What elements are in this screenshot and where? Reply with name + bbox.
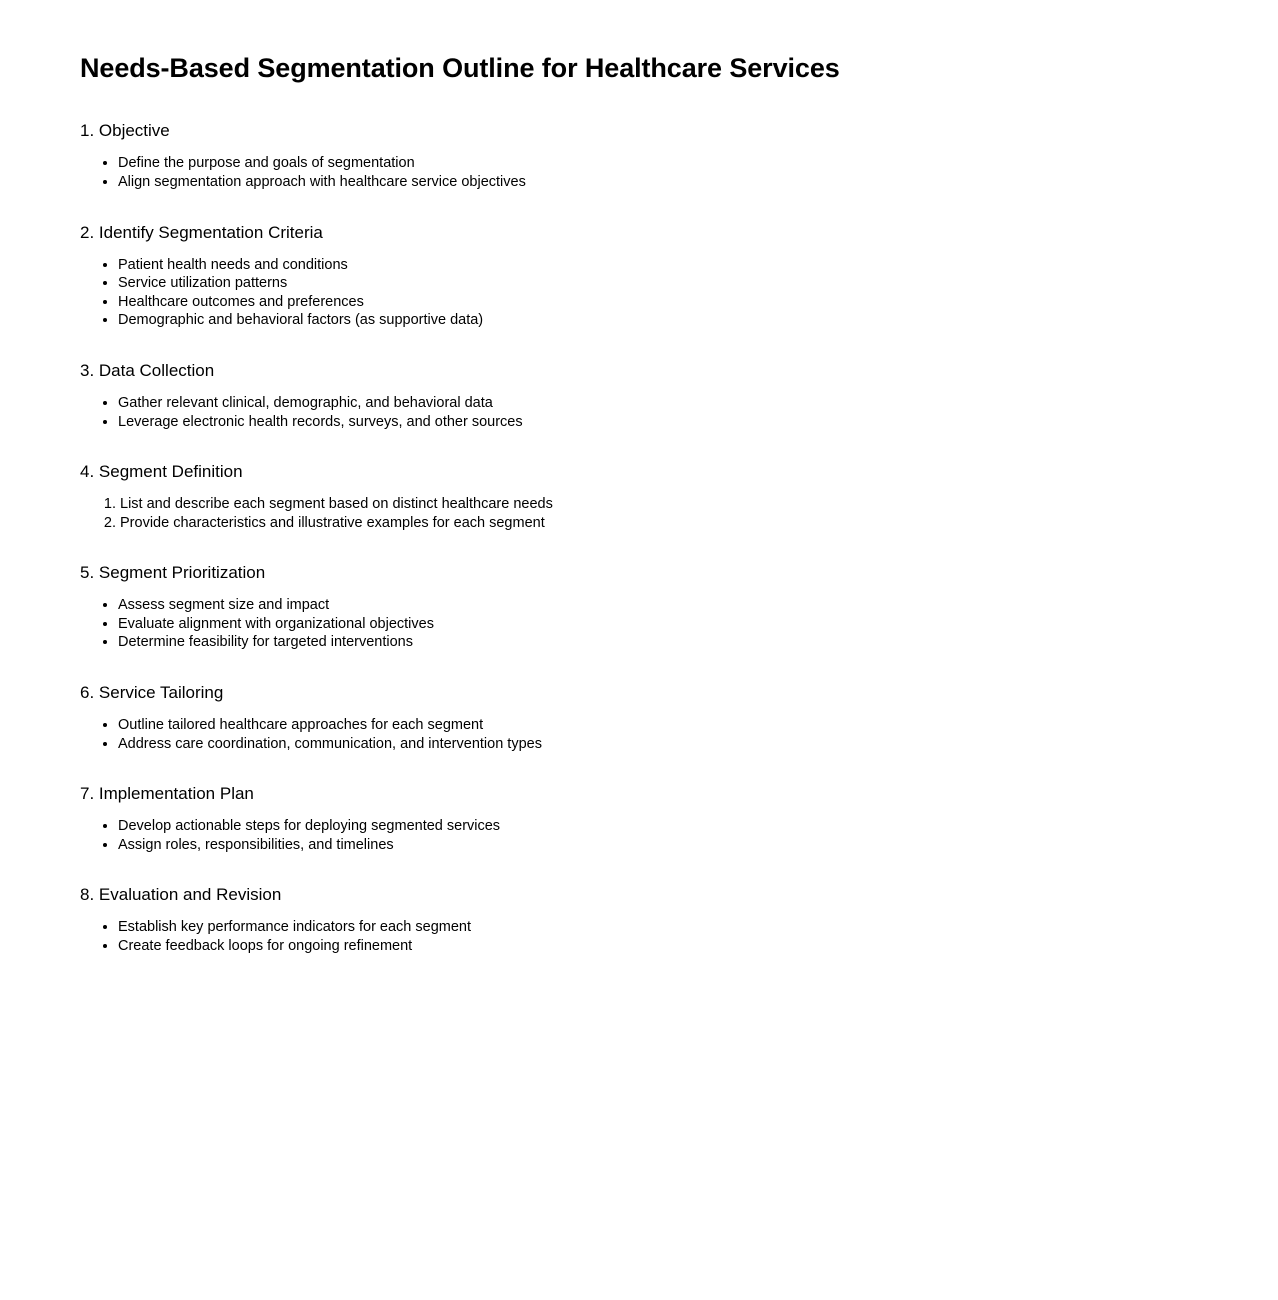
section-heading: 4. Segment Definition [80,462,243,482]
outline-section [80,783,1278,854]
outline-section [80,562,1278,652]
list-item: • Demographic and behavioral factors (as supportive data) [118,311,1278,330]
section-heading: 7. Implementation Plan [80,784,254,804]
bullet-list [80,817,1278,854]
section-heading: 5. Segment Prioritization [80,563,266,583]
list-item: • Establish key performance indicators for each segment [118,918,1278,937]
bullet-list [80,154,1278,191]
section-heading: 6. Service Tailoring [80,682,224,702]
list-item: • Service utilization patterns [118,274,1278,293]
list-item: • Develop actionable steps for deploying segmented services [118,817,1278,836]
section-heading: 8. Evaluation and Revision [80,885,282,905]
bullet-list [80,596,1278,652]
outline-section [80,682,1278,753]
list-item: • Leverage electronic health records, surveys, and other sources [118,413,1278,432]
outline-section [80,884,1278,955]
section-heading: 2. Identify Segmentation Criteria [80,222,323,242]
list-item: • Address care coordination, communication, and intervention types [118,735,1278,754]
outline-section [80,461,1278,532]
list-item: • Assess segment size and impact [118,596,1278,615]
list-item: • Define the purpose and goals of segmentation [118,154,1278,173]
list-item: • Determine feasibility for targeted interventions [118,633,1278,652]
list-item: 2. Provide characteristics and illustrative examples for each segment [120,514,1278,533]
outline-section [80,120,1278,191]
list-item: • Assign roles, responsibilities, and timelines [118,836,1278,855]
list-item: • Align segmentation approach with healthcare service objectives [118,173,1278,192]
outline-section [80,360,1278,431]
list-item: 1. List and describe each segment based on distinct healthcare needs [120,495,1278,514]
bullet-list [80,918,1278,955]
bullet-list [80,394,1278,431]
list-item: • Gather relevant clinical, demographic, and behavioral data [118,394,1278,413]
page-title: Needs-Based Segmentation Outline for Healthcare Services [80,53,840,83]
list-item: • Create feedback loops for ongoing refinement [118,937,1278,956]
section-heading: 3. Data Collection [80,360,215,380]
outline-sections [80,120,1278,955]
outline-section [80,222,1278,330]
list-item: • Patient health needs and conditions [118,256,1278,275]
bullet-list [80,716,1278,753]
list-item: • Healthcare outcomes and preferences [118,293,1278,312]
list-item: • Outline tailored healthcare approaches for each segment [118,716,1278,735]
list-item: • Evaluate alignment with organizational objectives [118,615,1278,634]
bullet-list [80,256,1278,330]
numbered-list [80,495,1278,532]
section-heading: 1. Objective [80,121,170,141]
